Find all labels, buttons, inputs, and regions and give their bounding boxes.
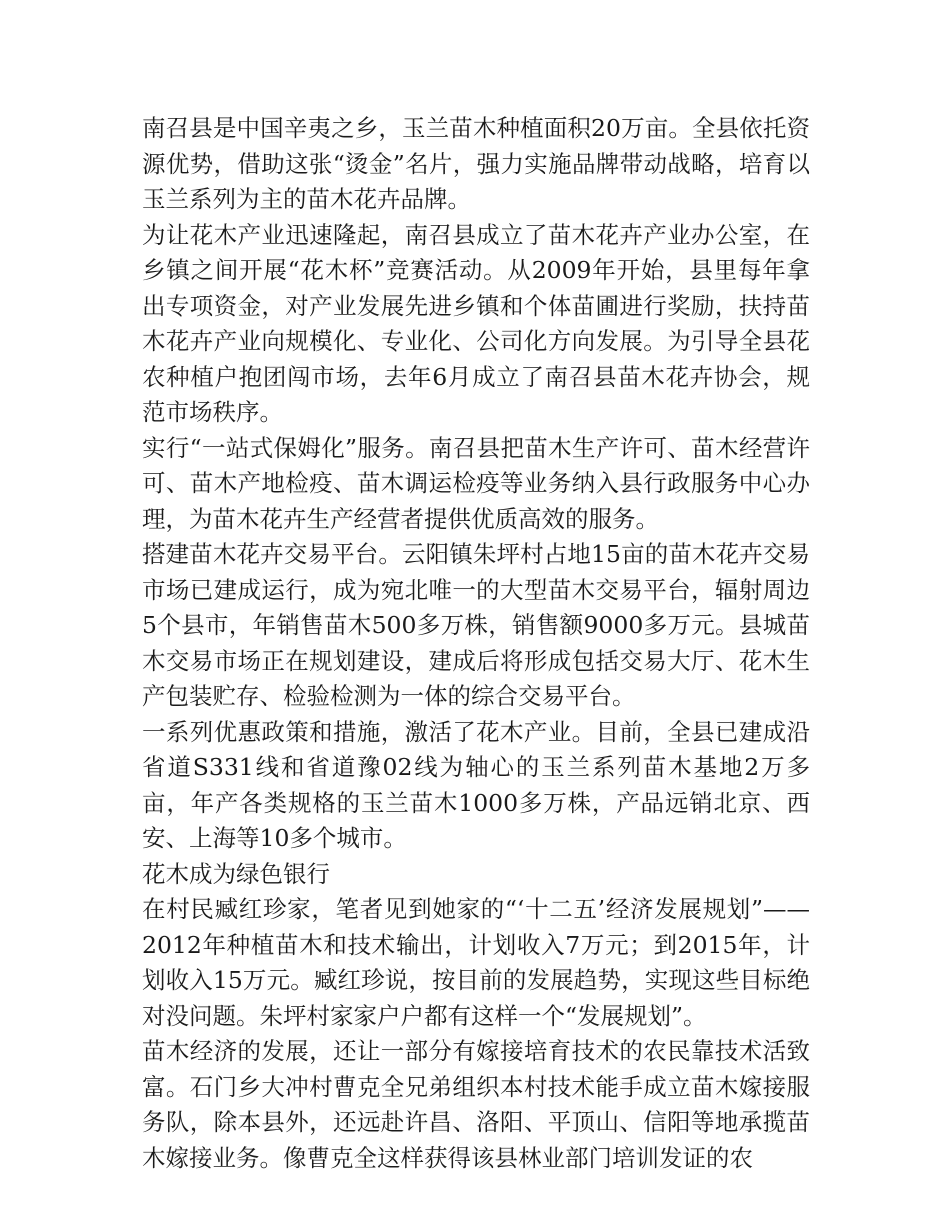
paragraph-policies: 一系列优惠政策和措施，激活了花木产业。目前，全县已建成沿省道S331线和省道豫02线为轴心的玉兰系列苗木基地2万多亩，年产各类规格的玉兰苗木1000多万株，产品远销北京、西安、上海等10多个城市。: [142, 717, 810, 852]
paragraph-intro: 南召县是中国辛夷之乡，玉兰苗木种植面积20万亩。全县依托资源优势，借助这张“烫金”名片，强力实施品牌带动战略，培育以玉兰系列为主的苗木花卉品牌。: [142, 114, 810, 213]
paragraph-villager-plan: 在村民臧红珍家，笔者见到她家的“‘十二五’经济发展规划”——2012年种植苗木和技术输出，计划收入7万元；到2015年，计划收入15万元。臧红珍说，按目前的发展趋势，实现这些目标绝对没问题。朱坪村家家户户都有这样一个“发展规划”。: [142, 895, 810, 1030]
paragraph-trading-platform: 搭建苗木花卉交易平台。云阳镇朱坪村占地15亩的苗木花卉交易市场已建成运行，成为宛北唯一的大型苗木交易平台，辐射周边5个县市，年销售苗木500多万株，销售额9000多万元。县城苗木交易市场正在规划建设，建成后将形成包括交易大厅、花木生产包装贮存、检验检测为一体的综合交易平台。: [142, 540, 810, 710]
paragraph-grafting-team: 苗木经济的发展，还让一部分有嫁接培育技术的农民靠技术活致富。石门乡大冲村曹克全兄弟组织本村技术能手成立苗木嫁接服务队，除本县外，还远赴许昌、洛阳、平顶山、信阳等地承揽苗木嫁接业务。像曹克全这样获得该县林业部门培训发证的农: [142, 1037, 810, 1172]
paragraph-industry-office: 为让花木产业迅速隆起，南召县成立了苗木花卉产业办公室，在乡镇之间开展“花木杯”竞赛活动。从2009年开始，县里每年拿出专项资金，对产业发展先进乡镇和个体苗圃进行奖励，扶持苗木花卉产业向规模化、专业化、公司化方向发展。为引导全县花农种植户抱团闯市场，去年6月成立了南召县苗木花卉协会，规范市场秩序。: [142, 220, 810, 426]
article-body: [142, 111, 810, 1176]
paragraph-one-stop-service: 实行“一站式保姆化”服务。南召县把苗木生产许可、苗木经营许可、苗木产地检疫、苗木调运检疫等业务纳入县行政服务中心办理，为苗木花卉生产经营者提供优质高效的服务。: [142, 433, 810, 533]
section-subheading: 花木成为绿色银行: [142, 859, 330, 888]
